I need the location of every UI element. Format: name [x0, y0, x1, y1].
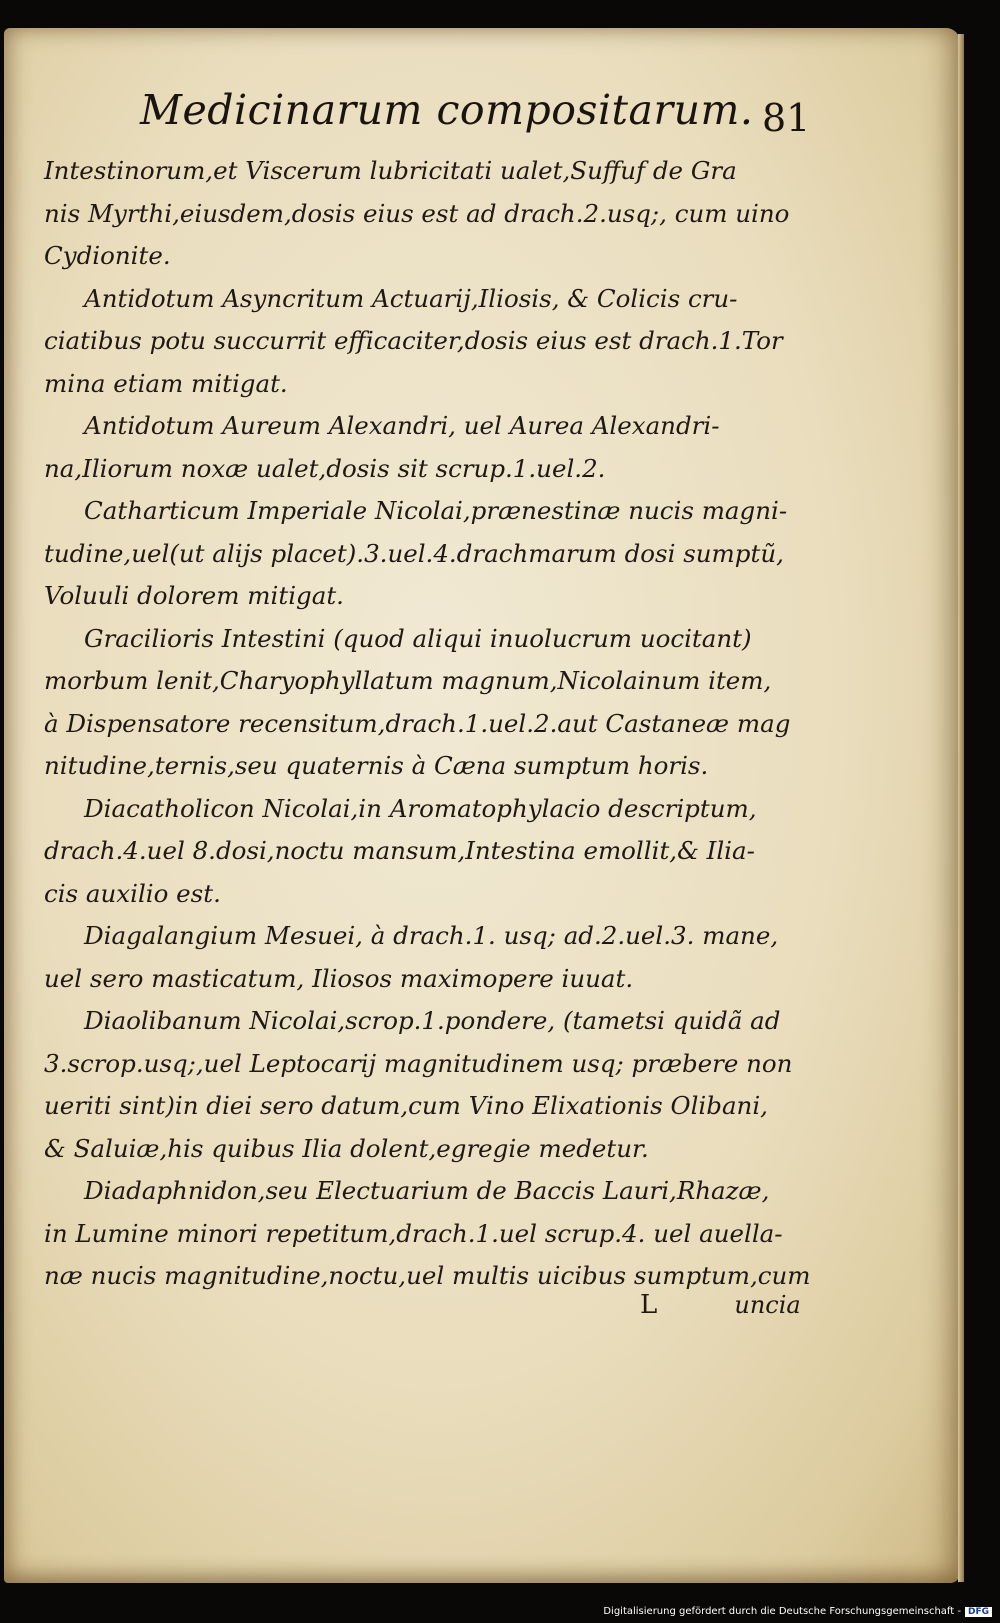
text-line: tudine,uel(ut alijs placet).3.uel.4.drachmarum dosi sumptũ, [44, 538, 784, 568]
text-line: Antidotum Aureum Alexandri, uel Aurea Alexandri- [84, 411, 720, 440]
text-line: Gracilioris Intestini (quod aliqui inuolucrum uocitant) [84, 623, 752, 653]
text-line: Intestinorum,et Viscerum lubricitati ualet,Suffuf de Gra [44, 156, 737, 185]
text-line: drach.4.uel 8.dosi,noctu mansum,Intestina emollit,& Ilia- [44, 836, 755, 865]
text-line: morbum lenit,Charyophyllatum magnum,Nicolainum item, [44, 666, 772, 695]
text-line: uel sero masticatum, Iliosos maximopere iuuat. [44, 963, 634, 993]
text-line: na,Iliorum noxæ ualet,dosis sit scrup.1.uel.2. [44, 453, 606, 483]
text-line: ueriti sint)in diei sero datum,cum Vino Elixationis Olibani, [44, 1091, 768, 1120]
text-line: Diacatholicon Nicolai,in Aromatophylacio descriptum, [84, 793, 757, 823]
digitization-footer [603, 1606, 992, 1617]
page-edge [958, 34, 964, 1582]
footer-text: Digitalisierung gefördert durch die Deutsche Forschungsgemeinschaft - [603, 1606, 961, 1617]
dfg-logo: DFG [965, 1607, 992, 1617]
text-line: Diagalangium Mesuei, à drach.1. usq; ad.2.uel.3. mane, [84, 921, 779, 950]
text-line: Diadaphnidon,seu Electuarium de Baccis Lauri,Rhazæ, [84, 1176, 770, 1205]
signature-mark [640, 1290, 801, 1320]
text-line: Antidotum Asyncritum Actuarij,Iliosis, & Colicis cru- [84, 283, 738, 313]
text-line: à Dispensatore recensitum,drach.1.uel.2.aut Castaneæ mag [44, 708, 791, 738]
text-line: mina etiam mitigat. [44, 368, 288, 398]
text-line: ciatibus potu succurrit efficaciter,dosis eius est drach.1.Tor [44, 326, 783, 355]
text-line: Voluuli dolorem mitigat. [44, 581, 344, 610]
text-line: & Saluiæ,his quibus Ilia dolent,egregie medetur. [44, 1133, 649, 1163]
text-line: nitudine,ternis,seu quaternis à Cæna sumptum horis. [44, 751, 709, 780]
signature-letter: L [640, 1290, 658, 1320]
text-line: Catharticum Imperiale Nicolai,prænestinæ nucis magni- [84, 496, 788, 525]
catchword: uncia [734, 1291, 801, 1319]
text-line: in Lumine minori repetitum,drach.1.uel scrup.4. uel auella- [44, 1218, 783, 1248]
running-head: Medicinarum compositarum. [140, 86, 754, 134]
text-line: næ nucis magnitudine,noctu,uel multis uicibus sumptum,cum [44, 1261, 811, 1290]
body-text [44, 150, 811, 1298]
text-line: cis auxilio est. [44, 878, 221, 908]
text-line: nis Myrthi,eiusdem,dosis eius est ad drach.2.usq;, cum uino [44, 198, 790, 228]
text-line: Diaolibanum Nicolai,scrop.1.pondere, (tametsi quidã ad [84, 1006, 781, 1035]
text-line: 3.scrop.usq;,uel Leptocarij magnitudinem usq; præbere non [44, 1048, 793, 1078]
text-line: Cydionite. [44, 241, 171, 270]
page-number: 81 [762, 96, 811, 140]
